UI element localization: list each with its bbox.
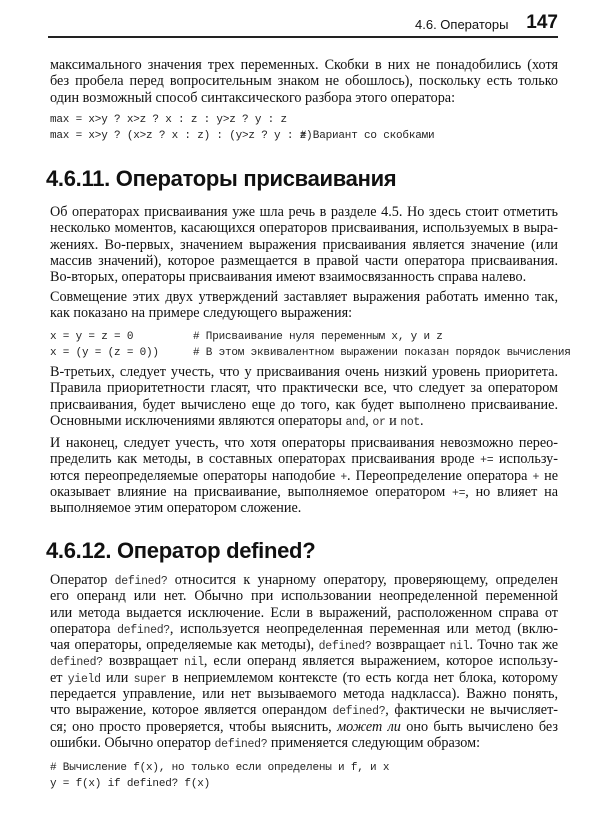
text-run: один возможный способ синтаксического разбора этого оператора: xyxy=(50,89,456,106)
text-line xyxy=(50,735,558,751)
text-run: возвращает xyxy=(371,637,450,654)
code-text: y = f(x) if defined? f(x) xyxy=(50,778,211,790)
text-run: жениях. Во-первых, значением выражения присваивания является значение (или xyxy=(50,236,558,253)
text-run: , если операнд является выражением, которое использу- xyxy=(203,653,559,670)
text-run: пределить как методы, в составных операторах присваивания вроде xyxy=(50,451,481,468)
inline-code: yield xyxy=(67,672,101,686)
code-comment: # Вариант со скобками xyxy=(300,130,435,142)
text-run: максимального значения трех переменных. Скобки в них не понадобились (хотя xyxy=(50,57,558,73)
inline-code: defined? xyxy=(318,640,372,654)
text-line xyxy=(50,413,558,429)
text-run: и xyxy=(385,412,401,429)
text-run: чая операторы, определяемые как методы), xyxy=(50,637,319,654)
text-line xyxy=(50,364,558,380)
inline-code: defined? xyxy=(50,656,103,670)
text-line xyxy=(50,220,558,236)
code-text: max = x>y ? (x>z ? x : z) : (y>z ? y : z) xyxy=(50,130,313,142)
text-run: Оператор xyxy=(50,572,115,588)
code-line xyxy=(50,128,435,144)
code-block xyxy=(50,112,435,144)
text-run: . xyxy=(420,412,424,429)
text-line xyxy=(50,90,558,106)
inline-code: defined? xyxy=(114,575,168,588)
text-run: . Переопределение оператора xyxy=(347,467,533,484)
paragraph xyxy=(50,204,558,285)
text-line xyxy=(50,269,558,285)
text-line xyxy=(50,653,558,669)
text-line xyxy=(50,670,558,686)
text-run: оператора xyxy=(50,620,118,637)
text-run: Во-вторых, операторы присваивания имеют взаимосвязанность справа налево. xyxy=(50,269,527,286)
text-run: относится к унарному оператору, проверяющему, определен xyxy=(167,572,558,588)
text-run: возвращает xyxy=(102,653,185,670)
text-run: Основными исключениями являются операторы xyxy=(50,412,346,429)
text-line xyxy=(50,204,558,220)
inline-code: defined? xyxy=(214,737,268,751)
code-text: x = (y = (z = 0)) xyxy=(50,347,159,359)
text-run: И наконец, следует учесть, что хотя операторы присваивания невозможно перео- xyxy=(50,435,558,451)
text-line xyxy=(50,253,558,269)
section-heading-4-6-11: 4.6.11. Операторы присваивания xyxy=(46,166,397,191)
inline-code: + xyxy=(340,470,347,484)
paragraph xyxy=(50,572,558,751)
inline-code: += xyxy=(452,486,466,500)
text-run: Совмещение этих двух утверждений заставляет выражения работать именно так, xyxy=(50,289,558,305)
text-run: массив значений), которое размещается в правой части оператора присваивания. xyxy=(50,252,558,269)
text-run: как показано на примере следующего выражения: xyxy=(50,305,353,322)
text-run: оказывает влияние на присваивание, выполняемое оператором xyxy=(50,483,453,500)
code-text: max = x>y ? x>z ? x : z : y>z ? y : z xyxy=(50,114,287,126)
text-run: ошибки. Обычно оператор xyxy=(50,734,215,751)
inline-code: nil xyxy=(184,656,204,670)
text-run: В-третьих, следует учесть, что у присваивания очень низкий уровень приоритета. xyxy=(50,364,558,380)
code-text: x = y = z = 0 xyxy=(50,331,134,343)
inline-code: defined? xyxy=(117,623,170,637)
text-run: или метода выдается исключение. Если в выражений, расположенном справа от xyxy=(50,604,558,621)
code-line xyxy=(50,112,312,128)
code-line xyxy=(50,329,443,345)
text-line xyxy=(50,702,558,718)
text-line xyxy=(50,637,558,653)
text-line xyxy=(50,451,558,467)
inline-code: += xyxy=(480,454,494,468)
text-line xyxy=(50,380,558,396)
text-line xyxy=(50,621,558,637)
text-run: ются переопределяемые операторы наподобие xyxy=(50,467,341,484)
inline-code: nil xyxy=(449,640,470,654)
text-run: Правила приоритетности гласят, что практически все, что следует за оператором xyxy=(50,380,558,397)
code-comment: # В этом эквивалентном выражении показан порядок вычисления xyxy=(193,347,571,359)
paragraph xyxy=(50,435,558,516)
text-run: не xyxy=(539,467,558,484)
text-line xyxy=(50,468,558,484)
text-run: несколько моментов, касающихся операторов присваивания, используемых в выра- xyxy=(50,220,558,237)
text-run: . Точно так же xyxy=(469,637,559,654)
text-line xyxy=(50,719,558,735)
text-line xyxy=(50,686,558,702)
text-run: присваивания, будет вычислено еще до того, как будет выполнено присваивание. xyxy=(50,396,558,413)
text-run: передается управление, или нет вызываемого метода надкласса). Важно понять, xyxy=(50,686,558,703)
code-line xyxy=(50,760,389,776)
text-run: ся; оно просто проверяется, чтобы выяснить, xyxy=(50,718,338,735)
text-run: применяется следующим образом: xyxy=(267,734,481,751)
code-line xyxy=(50,345,571,361)
text-run: Об операторах присваивания уже шла речь в разделе 4.5. Но здесь стоит отметить xyxy=(50,204,558,220)
text-run: в неприемлемом контексте (то есть когда нет блока, которому xyxy=(166,669,559,686)
paragraph xyxy=(50,289,558,322)
text-run: , фактически не вычисляет- xyxy=(385,702,558,719)
paragraph xyxy=(50,364,558,429)
text-run: выполняемое этим оператором сложение. xyxy=(50,500,302,517)
inline-code: or xyxy=(372,415,386,429)
inline-code: + xyxy=(532,470,540,484)
text-run: , используется неопределенная переменная или метод (вклю- xyxy=(169,620,558,637)
inline-code: not xyxy=(400,415,421,429)
inline-code: and xyxy=(345,415,366,429)
section-heading-4-6-12: 4.6.12. Оператор defined? xyxy=(46,538,316,563)
text-line xyxy=(50,605,558,621)
header-rule xyxy=(48,36,558,38)
text-run: что выражение, которое является операндом xyxy=(50,702,333,719)
header-section-title: 4.6. Операторы xyxy=(415,17,509,32)
text-line xyxy=(50,435,558,451)
inline-code: super xyxy=(133,672,167,686)
text-line xyxy=(50,305,558,321)
text-run: или xyxy=(100,669,134,686)
text-run: ет xyxy=(50,669,68,686)
text-line xyxy=(50,572,558,588)
code-line xyxy=(50,776,389,792)
text-line xyxy=(50,397,558,413)
text-line xyxy=(50,289,558,305)
code-block xyxy=(50,329,571,361)
text-line xyxy=(50,588,558,604)
code-text: # Вычисление f(x), но только если определены и f, и x xyxy=(50,762,390,774)
text-line xyxy=(50,500,558,516)
code-comment: # Присваивание нуля переменным x, y и z xyxy=(193,331,443,343)
text-line xyxy=(50,57,558,73)
code-block xyxy=(50,760,389,792)
inline-code: defined? xyxy=(332,705,386,719)
emphasis: может ли xyxy=(337,718,401,735)
text-run: без пробела перед вопросительным знаком не обошлось), поскольку есть только xyxy=(50,73,558,90)
text-line xyxy=(50,484,558,500)
text-line xyxy=(50,237,558,253)
text-run: его операнд или нет. Обычно при использовании неопределенной переменной xyxy=(50,588,558,605)
text-run: , xyxy=(365,412,373,429)
paragraph xyxy=(50,57,558,106)
text-run: , но влияет на xyxy=(465,483,558,500)
text-run: оно быть вычислено без xyxy=(400,718,558,735)
text-run: использу- xyxy=(493,451,558,468)
text-line xyxy=(50,73,558,89)
page-number: 147 xyxy=(526,12,558,33)
